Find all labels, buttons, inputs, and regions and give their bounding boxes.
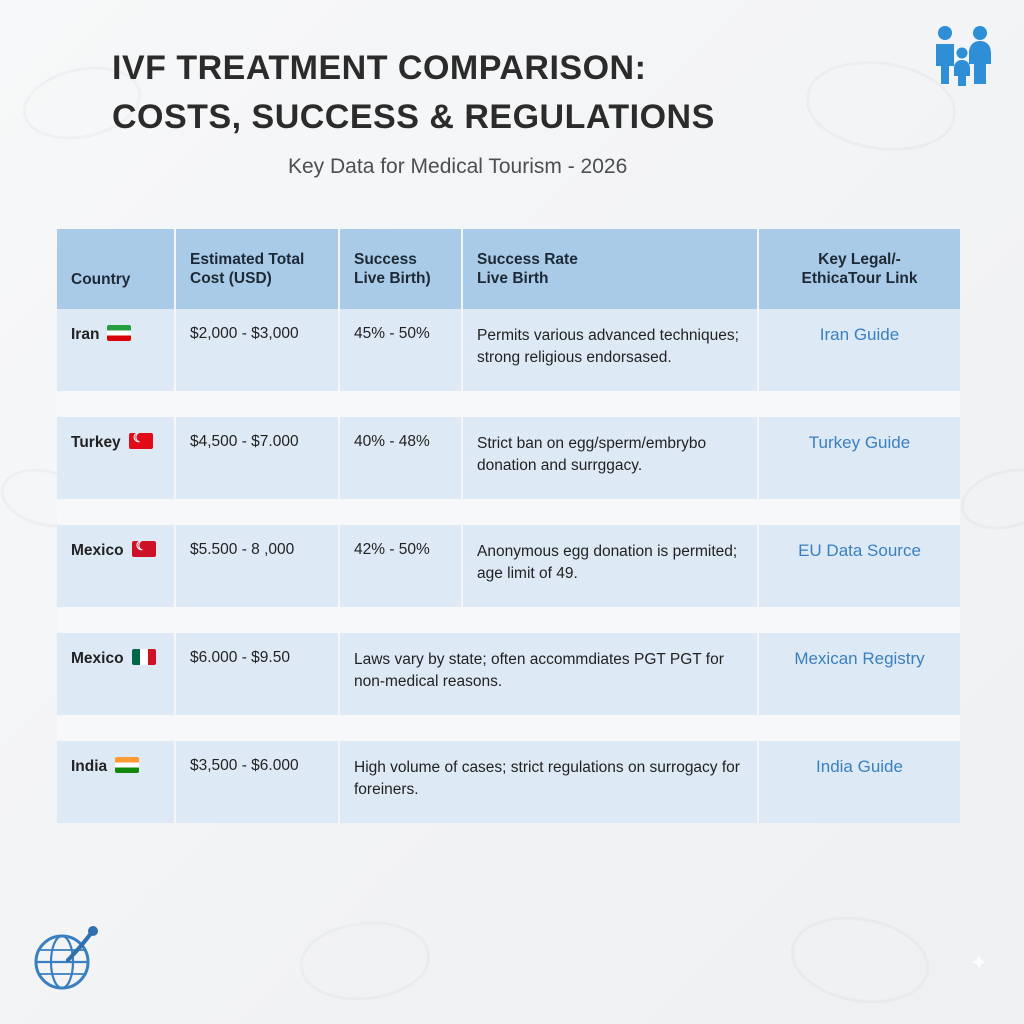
flag-icon [107,325,131,341]
column-header-success-rate [463,229,759,309]
country-name: Turkey [71,434,121,451]
cell-country [57,309,176,391]
cell-cost: $4,500 - $7.000 [176,417,340,499]
cell-country [57,525,176,607]
family-icon [930,22,994,86]
column-header-success [340,229,463,309]
cell-legal-notes: Laws vary by state; often accommdiates PGT PGT for non-medical reasons. [340,633,759,715]
cell-link [759,417,960,499]
country-name: Iran [71,326,100,343]
guide-link[interactable]: Iran Guide [819,325,900,344]
table-row [57,309,960,391]
cell-legal-notes: Strict ban on egg/sperm/embrybo donation and surrggacy. [463,417,759,499]
cell-success-rate: 42% - 50% [340,525,463,607]
column-header-cost-line2: Cost (USD) [190,270,272,287]
flag-icon [129,433,153,449]
watermark-swirl [954,459,1024,539]
comparison-table-wrapper [57,229,960,823]
table-body [57,309,960,823]
page-subtitle: Key Data for Medical Tourism - 2026 [288,154,628,178]
table-row [57,417,960,499]
page-header [112,44,892,179]
cell-legal-notes: Permits various advanced techniques; strong religious endorsased. [463,309,759,391]
column-header-success-line2: Live Birth) [354,270,431,287]
table-row-spacer-cell [57,607,960,633]
guide-link[interactable]: EU Data Source [798,541,921,560]
flag-icon [132,541,156,557]
cell-link [759,741,960,823]
country-name: India [71,758,108,775]
table-header [57,229,960,309]
globe-logo-icon [28,922,102,996]
table-row [57,525,960,607]
column-header-cost-line1: Estimated Total [190,250,305,268]
table-row-spacer [57,391,960,417]
cell-country [57,741,176,823]
table-row-spacer-cell [57,391,960,417]
table-row-spacer-cell [57,499,960,525]
table-row-spacer [57,607,960,633]
cell-cost: $5.500 - 8 ,000 [176,525,340,607]
country-name: Mexico [71,542,124,559]
sparkle-icon: ✦ [969,950,988,975]
page-title [112,44,892,143]
cell-success-rate: 45% - 50% [340,309,463,391]
cell-legal-notes: Anonymous egg donation is permited; age limit of 49. [463,525,759,607]
column-header-cost [176,229,340,309]
cell-link [759,525,960,607]
column-header-country [57,229,176,309]
cell-cost: $3,500 - $6.000 [176,741,340,823]
column-header-legal-link [759,229,960,309]
watermark-swirl [296,915,433,1006]
table-row [57,633,960,715]
guide-link[interactable]: India Guide [816,757,903,776]
column-header-success-rate-line2: Live Birth [477,270,549,287]
country-name: Mexico [71,650,124,667]
watermark-swirl [784,906,936,1013]
cell-country [57,417,176,499]
table-row [57,741,960,823]
flag-icon [115,757,139,773]
column-header-legal-line1: Key Legal/- [818,250,901,268]
table-header-row [57,229,960,309]
column-header-success-line1: Success [354,250,417,268]
cell-legal-notes: High volume of cases; strict regulations on surrogacy for foreiners. [340,741,759,823]
column-header-legal-line2: EthicaTour Link [801,270,918,287]
guide-link[interactable]: Turkey Guide [808,433,911,452]
table-row-spacer-cell [57,715,960,741]
cell-cost: $6.000 - $9.50 [176,633,340,715]
comparison-table [57,229,960,823]
cell-country [57,633,176,715]
page-title-line2: COSTS, SUCCESS & REGULATIONS [112,98,715,137]
table-row-spacer [57,499,960,525]
cell-success-rate: 40% - 48% [340,417,463,499]
cell-link [759,309,960,391]
table-row-spacer [57,715,960,741]
page-title-line1: IVF TREATMENT COMPARISON: [112,49,647,87]
flag-icon [132,649,156,665]
column-header-success-rate-line1: Success Rate [477,250,578,268]
cell-link [759,633,960,715]
guide-link[interactable]: Mexican Registry [794,649,925,668]
cell-cost: $2,000 - $3,000 [176,309,340,391]
column-header-country-line1: Country [71,270,131,288]
